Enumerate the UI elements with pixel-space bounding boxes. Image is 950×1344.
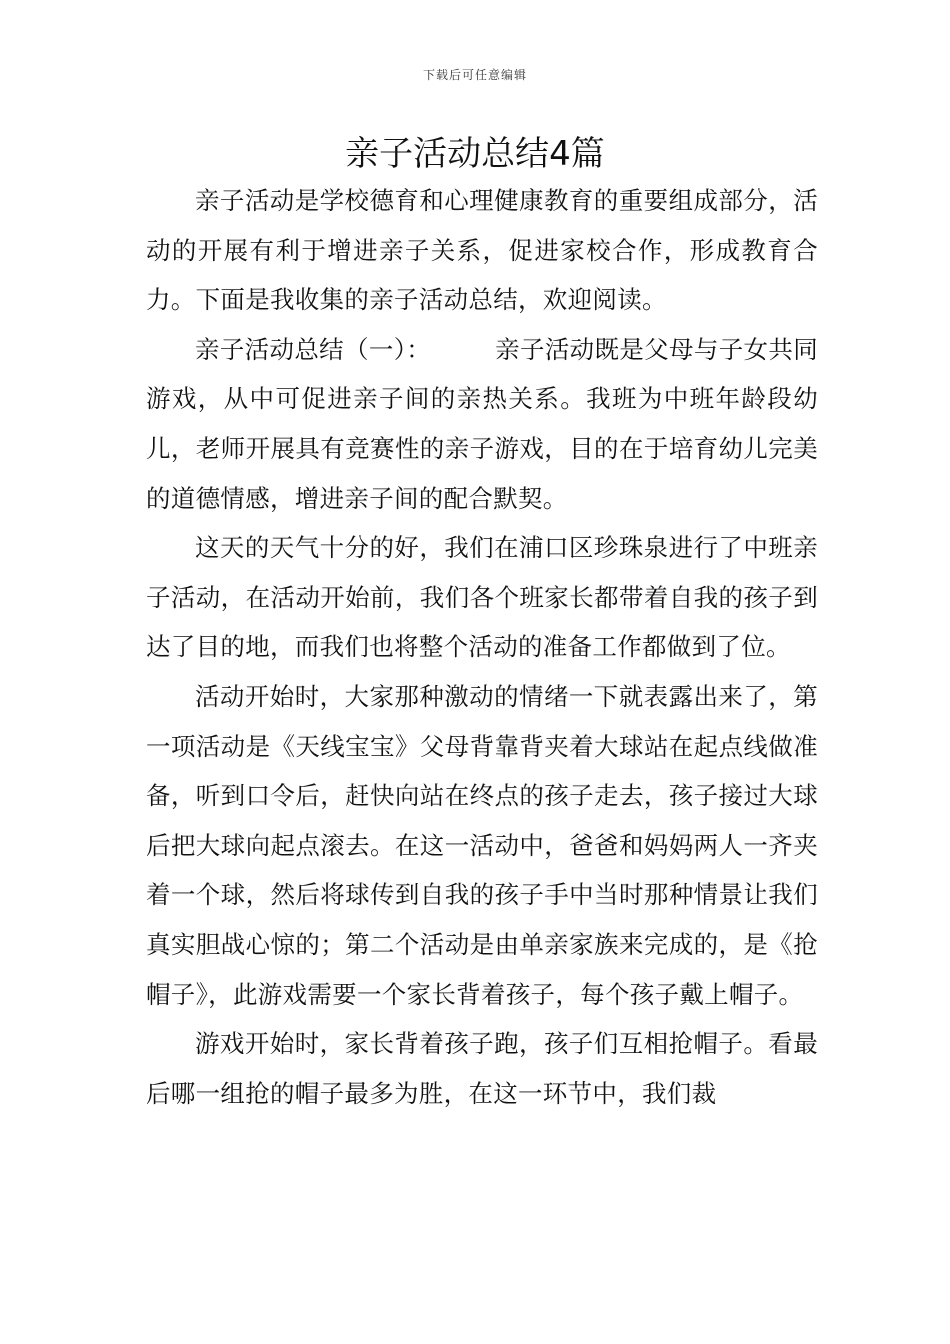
section-one-text: 亲子活动既是父母与子女共同游戏，从中可促进亲子间的亲热关系。我班为中班年龄段幼儿，老师开展具有竞赛性的亲子游戏，目的在于培育幼儿完美的道德情感，增进亲子间的配合默契。: [146, 334, 819, 513]
header-note: 下载后可任意编辑: [422, 68, 527, 82]
paragraph-activity-start: 活动开始时，大家那种激动的情绪一下就表露出来了，第一项活动是《天线宝宝》父母背靠背夹着大球站在起点线做准备，听到口令后，赶快向站在终点的孩子走去，孩子接过大球后把大球向起点滚去。在这一活动中，爸爸和妈妈两人一齐夹着一个球，然后将球传到自我的孩子手中当时那种情景让我们真实胆战心惊的；第二个活动是由单亲家族来完成的，是《抢帽子》，此游戏需要一个家长背着孩子，每个孩子戴上帽子。: [146, 681, 818, 1009]
paragraph-weather: 这天的天气十分的好，我们在浦口区珍珠泉进行了中班亲子活动，在活动开始前，我们各个班家长都带着自我的孩子到达了目的地，而我们也将整个活动的准备工作都做到了位。: [146, 533, 818, 662]
paragraph-intro: 亲子活动是学校德育和心理健康教育的重要组成部分，活动的开展有利于增进亲子关系，促进家校合作，形成教育合力。下面是我收集的亲子活动总结，欢迎阅读。: [146, 186, 818, 315]
paragraph-game-start: 游戏开始时，家长背着孩子跑，孩子们互相抢帽子。看最后哪一组抢的帽子最多为胜，在这一环节中，我们裁: [146, 1029, 818, 1108]
document-title: 亲子活动总结4篇: [345, 134, 605, 174]
section-one-heading: 亲子活动总结（一）：: [195, 334, 432, 364]
document-body: [146, 176, 818, 1118]
paragraph-section-one: [146, 325, 818, 523]
